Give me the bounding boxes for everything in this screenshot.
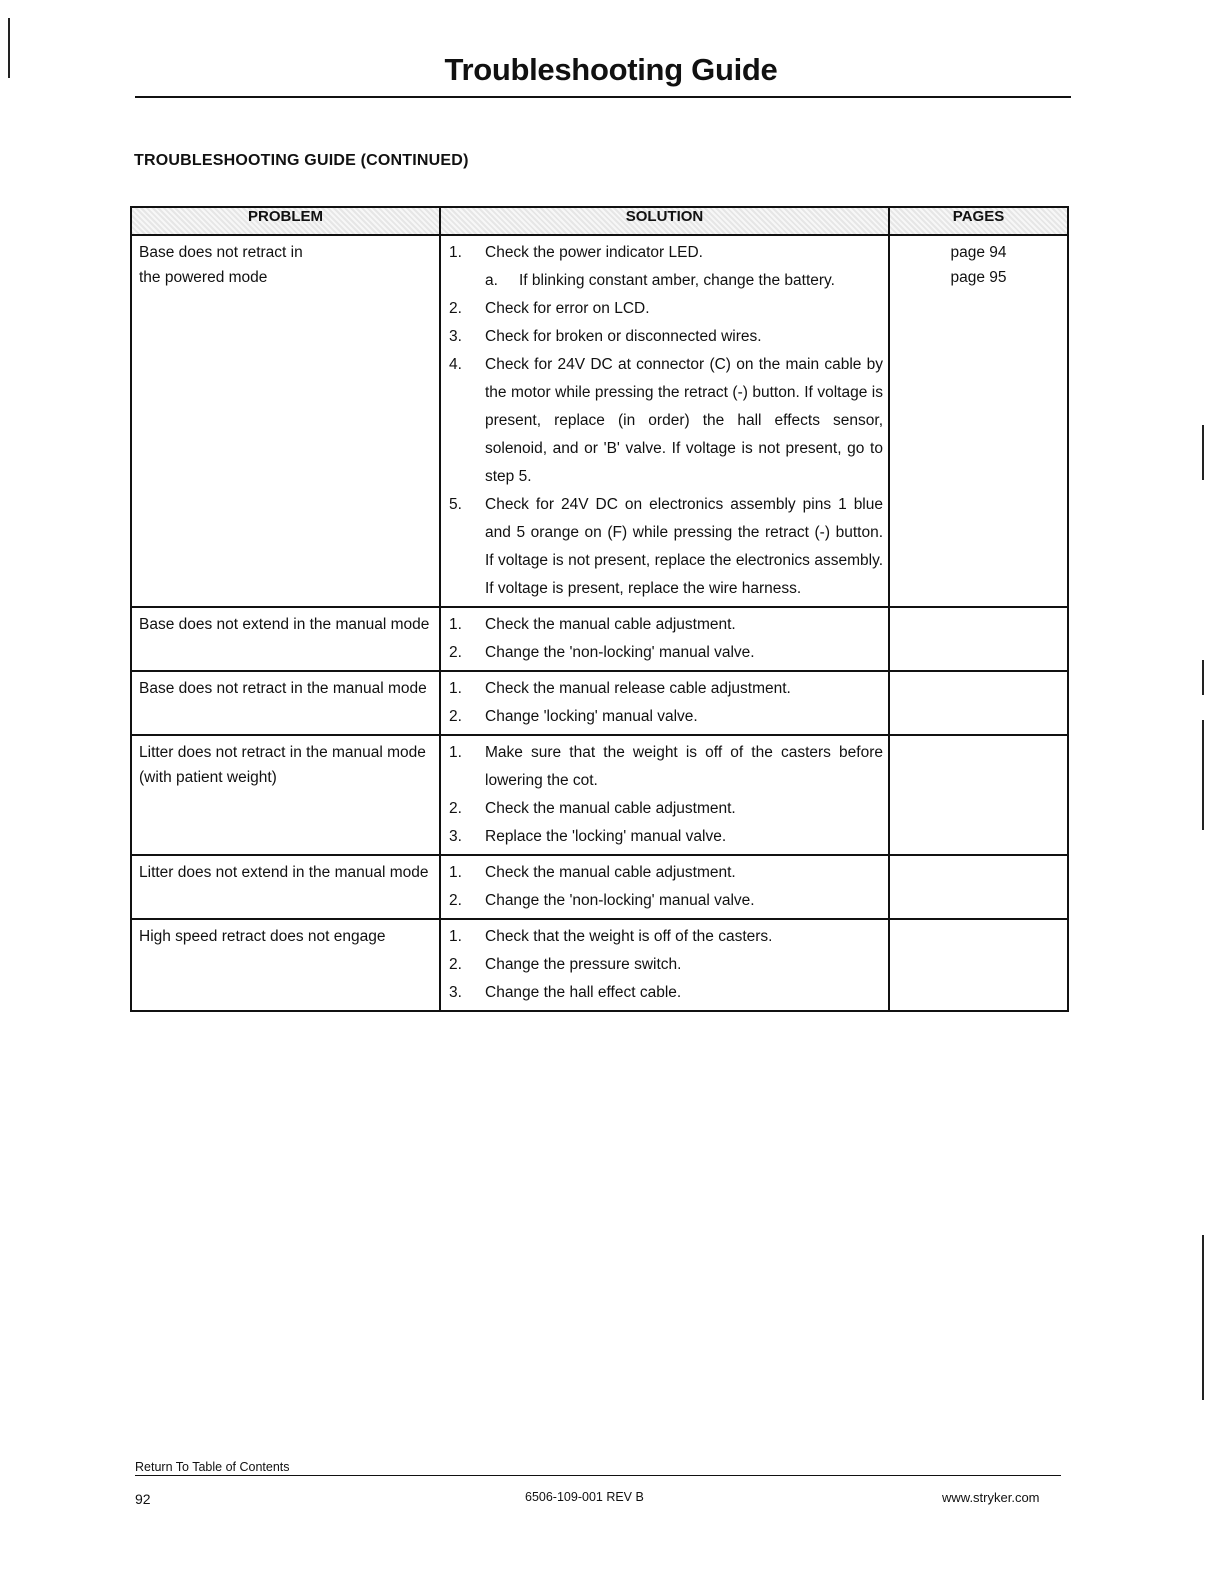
solution-cell bbox=[440, 855, 889, 919]
solution-step bbox=[449, 639, 883, 667]
solution-step bbox=[449, 951, 883, 979]
solution-steps bbox=[441, 920, 888, 1010]
solution-steps bbox=[441, 856, 888, 918]
solution-step bbox=[449, 611, 883, 639]
problem-cell: Base does not extend in the manual mode bbox=[131, 607, 440, 671]
step-number: 5. bbox=[449, 496, 462, 513]
step-text: Check the manual release cable adjustment. bbox=[485, 680, 791, 697]
website-url: www.stryker.com bbox=[942, 1490, 1040, 1505]
step-text: Check the power indicator LED. bbox=[485, 244, 703, 261]
step-text: Change the pressure switch. bbox=[485, 956, 682, 973]
document-number: 6506-109-001 REV B bbox=[525, 1490, 644, 1504]
step-text: Check the manual cable adjustment. bbox=[485, 616, 736, 633]
solution-step bbox=[449, 323, 883, 351]
step-number: 1. bbox=[449, 244, 462, 261]
solution-step bbox=[449, 703, 883, 731]
step-number: 1. bbox=[449, 680, 462, 697]
step-text: Change the 'non-locking' manual valve. bbox=[485, 644, 755, 661]
problem-cell: Litter does not retract in the manual mode (with patient weight) bbox=[131, 735, 440, 855]
title-rule bbox=[135, 96, 1071, 98]
pages-cell bbox=[889, 919, 1068, 1011]
scan-edge-mark bbox=[1202, 425, 1204, 480]
scan-edge-mark bbox=[1202, 720, 1204, 830]
step-number: 3. bbox=[449, 328, 462, 345]
scan-edge-mark bbox=[1202, 660, 1204, 695]
table-row bbox=[131, 671, 1068, 735]
solution-step bbox=[449, 675, 883, 703]
footer-rule bbox=[135, 1475, 1061, 1476]
header-solution: SOLUTION bbox=[440, 207, 889, 235]
step-number: 3. bbox=[449, 828, 462, 845]
step-number: 2. bbox=[449, 300, 462, 317]
return-to-contents-link[interactable]: Return To Table of Contents bbox=[135, 1460, 290, 1474]
step-number: 1. bbox=[449, 864, 462, 881]
page-number: 92 bbox=[135, 1491, 151, 1507]
step-text: Check that the weight is off of the casters. bbox=[485, 928, 773, 945]
sub-step-label: a. bbox=[485, 272, 498, 289]
sub-step-text: If blinking constant amber, change the battery. bbox=[519, 272, 835, 289]
solution-step bbox=[449, 859, 883, 887]
troubleshooting-table bbox=[130, 206, 1069, 1012]
step-text: Check the manual cable adjustment. bbox=[485, 800, 736, 817]
step-number: 2. bbox=[449, 644, 462, 661]
solution-step bbox=[449, 823, 883, 851]
step-number: 2. bbox=[449, 708, 462, 725]
sub-step bbox=[449, 267, 883, 295]
solution-cell bbox=[440, 235, 889, 607]
solution-steps bbox=[441, 672, 888, 734]
scan-edge-mark bbox=[1202, 1235, 1204, 1400]
step-text: Change the hall effect cable. bbox=[485, 984, 682, 1001]
solution-cell bbox=[440, 735, 889, 855]
step-text: Make sure that the weight is off of the casters before lowering the cot. bbox=[485, 744, 883, 789]
solution-steps bbox=[441, 608, 888, 670]
pages-cell bbox=[889, 671, 1068, 735]
table-row bbox=[131, 235, 1068, 607]
step-number: 2. bbox=[449, 800, 462, 817]
step-number: 2. bbox=[449, 956, 462, 973]
step-text: Change the 'non-locking' manual valve. bbox=[485, 892, 755, 909]
header-problem: PROBLEM bbox=[131, 207, 440, 235]
solution-cell bbox=[440, 671, 889, 735]
solution-step bbox=[449, 739, 883, 795]
problem-cell: Base does not retract in the manual mode bbox=[131, 671, 440, 735]
solution-steps bbox=[441, 236, 888, 606]
pages-cell bbox=[889, 735, 1068, 855]
header-pages: PAGES bbox=[889, 207, 1068, 235]
step-number: 1. bbox=[449, 616, 462, 633]
table-row bbox=[131, 735, 1068, 855]
table-header-row bbox=[131, 207, 1068, 235]
solution-step bbox=[449, 351, 883, 491]
solution-step bbox=[449, 923, 883, 951]
table-row bbox=[131, 919, 1068, 1011]
step-number: 1. bbox=[449, 928, 462, 945]
solution-step bbox=[449, 979, 883, 1007]
step-number: 1. bbox=[449, 744, 462, 761]
pages-cell bbox=[889, 607, 1068, 671]
problem-cell: Base does not retract in the powered mode bbox=[131, 235, 440, 607]
solution-step bbox=[449, 887, 883, 915]
table-row bbox=[131, 855, 1068, 919]
step-number: 4. bbox=[449, 356, 462, 373]
solution-step bbox=[449, 795, 883, 823]
step-text: Check for error on LCD. bbox=[485, 300, 650, 317]
problem-cell: High speed retract does not engage bbox=[131, 919, 440, 1011]
page-title: Troubleshooting Guide bbox=[444, 52, 778, 87]
scan-edge-mark bbox=[8, 18, 10, 78]
solution-step bbox=[449, 295, 883, 323]
table-body bbox=[131, 235, 1068, 1011]
problem-cell: Litter does not extend in the manual mode bbox=[131, 855, 440, 919]
section-heading: TROUBLESHOOTING GUIDE (CONTINUED) bbox=[134, 152, 469, 169]
solution-cell bbox=[440, 607, 889, 671]
solution-steps bbox=[441, 736, 888, 854]
step-number: 3. bbox=[449, 984, 462, 1001]
step-text: Check for 24V DC at connector (C) on the main cable by the motor while pressing the retract (-) button. If voltage is present, replace (in order) the hall effects sensor, solenoid, and or 'B' valve. If voltage is not present, go to step 5. bbox=[485, 356, 883, 485]
step-text: Replace the 'locking' manual valve. bbox=[485, 828, 727, 845]
step-text: Check for broken or disconnected wires. bbox=[485, 328, 762, 345]
solution-cell bbox=[440, 919, 889, 1011]
table-row bbox=[131, 607, 1068, 671]
step-text: Check the manual cable adjustment. bbox=[485, 864, 736, 881]
step-text: Check for 24V DC on electronics assembly pins 1 blue and 5 orange on (F) while pressing the retract (-) button. If voltage is not present, replace the electronics assembly. If voltage is present, replace the wire harness. bbox=[485, 496, 883, 597]
solution-step bbox=[449, 491, 883, 603]
pages-cell: page 94 page 95 bbox=[889, 235, 1068, 607]
step-number: 2. bbox=[449, 892, 462, 909]
pages-cell bbox=[889, 855, 1068, 919]
solution-step bbox=[449, 239, 883, 295]
step-text: Change 'locking' manual valve. bbox=[485, 708, 698, 725]
